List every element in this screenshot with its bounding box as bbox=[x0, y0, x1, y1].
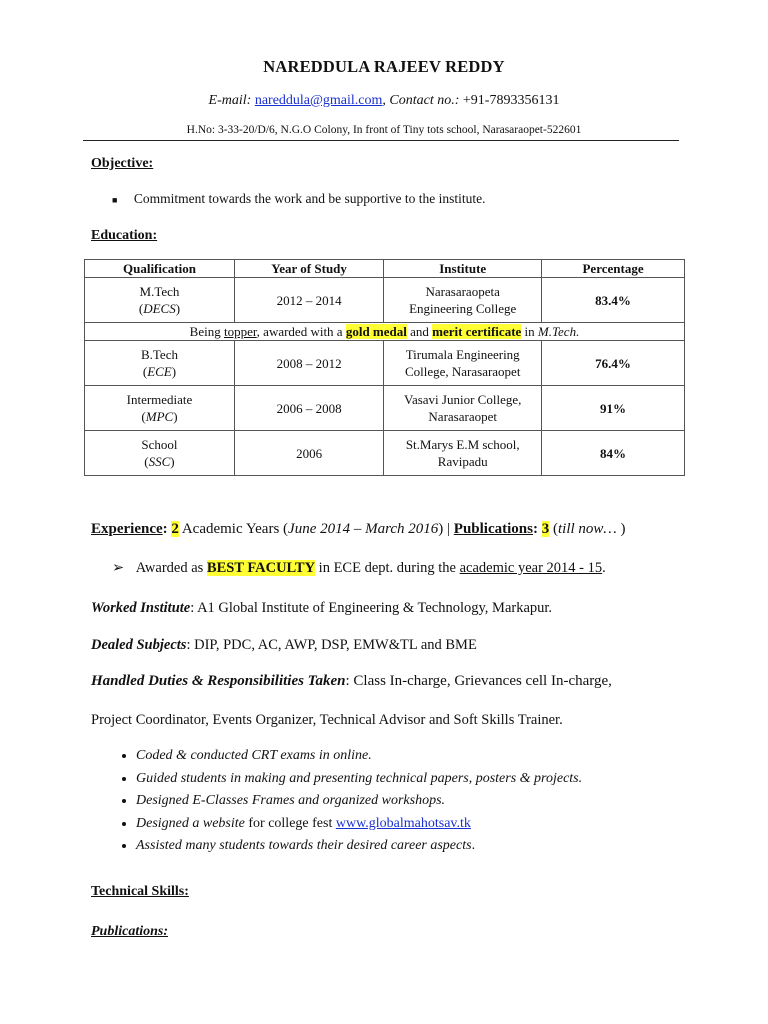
table-row bbox=[85, 386, 685, 431]
percentage-cell: 76.4% bbox=[542, 341, 685, 386]
website-link[interactable]: www.globalmahotsav.tk bbox=[335, 815, 471, 831]
contact-line bbox=[0, 93, 768, 109]
experience-years: 2 bbox=[171, 521, 179, 537]
education-table bbox=[84, 259, 685, 476]
experience-period: June 2014 – March 2016 bbox=[288, 521, 439, 537]
experience-line: Experience: 2 Academic Years (June 2014 – March 2016) | Publications: 3 (till now… ) bbox=[91, 521, 626, 537]
candidate-name: NAREDDULA RAJEEV REDDY bbox=[263, 57, 505, 76]
col-header: Percentage bbox=[542, 260, 685, 278]
header-divider bbox=[83, 140, 679, 141]
percentage-cell: 91% bbox=[542, 386, 685, 431]
institute-cell: Tirumala Engineering College, Narasaraopet bbox=[384, 341, 542, 386]
year-cell: 2006 – 2008 bbox=[234, 386, 383, 431]
table-row bbox=[85, 341, 685, 386]
objective-heading: Objective: bbox=[91, 156, 154, 171]
institute-cell: St.Marys E.M school, Ravipadu bbox=[384, 431, 542, 476]
col-header: Institute bbox=[384, 260, 542, 278]
col-header: Qualification bbox=[85, 260, 235, 278]
award-line: ➢ Awarded as BEST FACULTY in ECE dept. during the academic year 2014 - 15. bbox=[112, 560, 606, 576]
year-cell: 2012 – 2014 bbox=[234, 278, 383, 323]
email-label: E-mail: bbox=[208, 93, 255, 108]
table-header-row bbox=[85, 260, 685, 278]
qualification-cell: B.Tech (ECE) bbox=[85, 341, 235, 386]
year-cell: 2008 – 2012 bbox=[234, 341, 383, 386]
qualification-cell: School (SSC) bbox=[85, 431, 235, 476]
institute-cell: Vasavi Junior College, Narasaraopet bbox=[384, 386, 542, 431]
list-item: • Designed E-Classes Frames and organized workshops. bbox=[136, 790, 582, 813]
address: H.No: 3-33-20/D/6, N.G.O Colony, In front of Tiny tots school, Narasaraopet-522601 bbox=[186, 124, 582, 136]
dealed-subjects: Dealed Subjects: DIP, PDC, AC, AWP, DSP, EMW&TL and BME bbox=[91, 637, 477, 653]
objective-item bbox=[112, 191, 486, 207]
publications-heading: Publications: bbox=[91, 924, 169, 939]
best-faculty-highlight: BEST FACULTY bbox=[206, 560, 316, 576]
percentage-cell: 84% bbox=[542, 431, 685, 476]
experience-label: Experience bbox=[91, 521, 163, 537]
topper-note: Being topper, awarded with a gold medal and merit certificate in M.Tech. bbox=[85, 323, 685, 341]
list-item: • Designed a website for college fest www.globalmahotsav.tk bbox=[136, 813, 582, 836]
technical-skills-heading: Technical Skills: bbox=[91, 884, 189, 899]
list-item: • Guided students in making and presenting technical papers, posters & projects. bbox=[136, 768, 582, 791]
percentage-cell: 83.4% bbox=[542, 278, 685, 323]
square-bullet-icon: ■ bbox=[112, 195, 118, 205]
merit-certificate-highlight: merit certificate bbox=[432, 324, 522, 339]
phone-number: +91-7893356131 bbox=[462, 93, 560, 108]
table-row bbox=[85, 431, 685, 476]
list-item: • Coded & conducted CRT exams in online. bbox=[136, 745, 582, 768]
table-note-row bbox=[85, 323, 685, 341]
worked-institute: Worked Institute: A1 Global Institute of Engineering & Technology, Markapur. bbox=[91, 600, 553, 616]
arrow-bullet-icon: ➢ bbox=[112, 560, 125, 576]
institute-cell: Narasaraopeta Engineering College bbox=[384, 278, 542, 323]
duties-list bbox=[108, 745, 582, 858]
dealed-subjects-label: Dealed Subjects bbox=[91, 637, 187, 653]
publications-count: 3 bbox=[541, 521, 550, 537]
col-header: Year of Study bbox=[234, 260, 383, 278]
worked-institute-label: Worked Institute bbox=[91, 600, 191, 616]
duties-continued: Project Coordinator, Events Organizer, Technical Advisor and Soft Skills Trainer. bbox=[91, 712, 563, 728]
table-row bbox=[85, 278, 685, 323]
objective-text: Commitment towards the work and be supportive to the institute. bbox=[133, 191, 486, 206]
award-period: academic year 2014 - 15 bbox=[459, 560, 603, 576]
education-heading: Education: bbox=[91, 228, 158, 243]
duties-label: Handled Duties & Responsibilities Taken bbox=[91, 673, 346, 689]
publications-label: Publications bbox=[453, 521, 533, 537]
gold-medal-highlight: gold medal bbox=[345, 324, 407, 339]
qualification-cell: M.Tech (DECS) bbox=[85, 278, 235, 323]
list-item: • Assisted many students towards their desired career aspects. bbox=[136, 835, 582, 858]
year-cell: 2006 bbox=[234, 431, 383, 476]
duties-line: Handled Duties & Responsibilities Taken: Class In-charge, Grievances cell In-charge, bbox=[91, 673, 612, 689]
contact-label: , Contact no.: bbox=[382, 93, 463, 108]
qualification-cell: Intermediate (MPC) bbox=[85, 386, 235, 431]
email-link[interactable]: nareddula@gmail.com bbox=[254, 93, 383, 108]
